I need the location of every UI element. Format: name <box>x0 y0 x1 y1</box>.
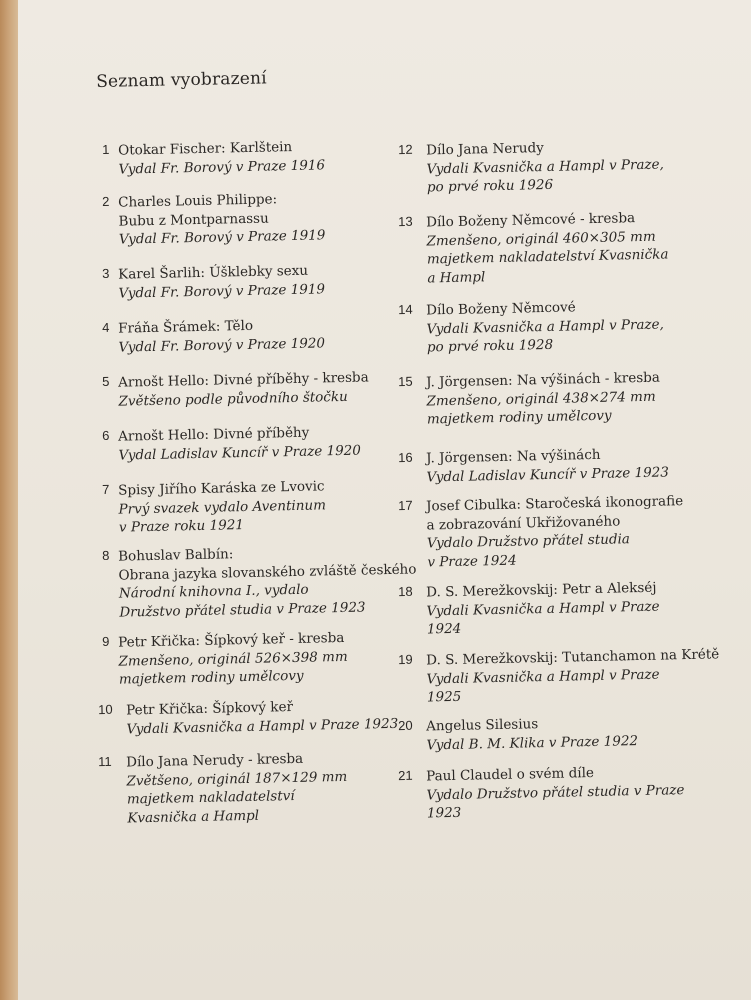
item-text <box>118 476 403 537</box>
publication-line: a Hampl <box>427 268 486 286</box>
item-number: 12 <box>398 141 413 158</box>
list-item <box>102 628 403 690</box>
publication-line: Zvětšeno podle původního štočku <box>118 388 348 410</box>
publication-line: Vydali Kvasnička a Hampl v Praze <box>426 666 660 687</box>
item-number: 1 <box>102 141 110 157</box>
item-number: 19 <box>398 651 413 668</box>
list-item <box>398 492 703 572</box>
publication-line: v Praze 1924 <box>427 552 517 570</box>
item-text <box>426 296 703 357</box>
publication-line: Vydali Kvasnička a Hampl v Praze, <box>426 156 665 177</box>
item-text <box>126 696 403 739</box>
publication-line: Vydal Fr. Borový v Praze 1920 <box>118 334 326 356</box>
title-line: a zobrazování Ukřižovaného <box>426 512 621 533</box>
title-line: Dílo Jana Nerudy - kresba <box>126 750 304 771</box>
title-line: Otokar Fischer: Karlštein <box>118 139 293 159</box>
list-item <box>98 696 403 739</box>
publication-line: Vydali Kvasnička a Hampl v Praze <box>426 598 660 619</box>
item-number: 17 <box>398 497 413 514</box>
list-item <box>398 296 703 358</box>
item-text <box>118 136 403 179</box>
publication-line: majetkem nakladatelství <box>126 787 295 808</box>
publication-line: Vydal Fr. Borový v Praze 1919 <box>118 280 326 302</box>
list-item <box>398 578 703 640</box>
publication-line: Kvasnička a Hampl <box>127 807 260 826</box>
title-line: Dílo Boženy Němcové <box>426 299 576 319</box>
publication-line: majetkem rodiny umělcovy <box>426 407 612 428</box>
item-text <box>426 136 703 197</box>
item-text <box>426 208 703 288</box>
item-text <box>426 712 703 755</box>
item-number: 13 <box>398 213 413 230</box>
list-item <box>398 712 703 755</box>
title-line: D. S. Merežkovskij: Petr a Alekséj <box>426 579 657 601</box>
item-text <box>118 368 403 411</box>
list-item <box>102 476 403 538</box>
title-line: J. Jörgensen: Na výšinách - kresba <box>426 369 661 391</box>
publication-line: Zmenšeno, originál 460×305 mm <box>426 228 656 249</box>
item-number: 18 <box>398 583 413 600</box>
title-line: Fráňa Šrámek: Tělo <box>118 317 254 337</box>
list-item <box>102 260 403 303</box>
publication-line: 1924 <box>426 620 462 638</box>
list-item <box>398 444 703 487</box>
item-number: 7 <box>102 481 110 497</box>
title-line: Paul Claudel o svém díle <box>426 764 595 785</box>
item-number: 20 <box>398 717 413 734</box>
item-number: 5 <box>102 373 110 389</box>
item-text <box>426 492 703 572</box>
publication-line: Vydal Ladislav Kuncíř v Praze 1923 <box>426 463 670 485</box>
title-line: Bubu z Montparnassu <box>118 210 269 230</box>
title-line: D. S. Merežkovskij: Tutanchamon na Krétě <box>426 646 720 669</box>
item-text <box>426 578 703 639</box>
page-title: Seznam vyobrazení <box>96 68 268 92</box>
item-text <box>426 762 703 823</box>
title-line: Josef Cibulka: Staročeská ikonografie <box>426 493 684 515</box>
title-line: Karel Šarlih: Úšklebky sexu <box>118 262 309 283</box>
item-text <box>126 748 403 828</box>
publication-line: Vydalo Družstvo přátel studia <box>426 531 631 552</box>
list-item <box>102 422 403 465</box>
publication-line: Zmenšeno, originál 438×274 mm <box>426 388 656 409</box>
book-spine-edge <box>0 0 18 1000</box>
title-line: Dílo Jana Nerudy <box>426 140 544 159</box>
title-line: Dílo Boženy Němcové - kresba <box>426 210 636 231</box>
title-line: Arnošt Hello: Divné příběhy - kresba <box>118 369 369 391</box>
list-item <box>102 314 403 357</box>
title-line: Angelus Silesius <box>426 716 539 735</box>
list-item <box>398 762 703 824</box>
publication-line: Vydalo Družstvo přátel studia v Praze <box>426 781 685 803</box>
list-item <box>102 188 403 250</box>
publication-line: Zmenšeno, originál 526×398 mm <box>118 648 348 670</box>
publication-line: Prvý svazek vydalo Aventinum <box>118 496 327 518</box>
list-item <box>398 208 703 288</box>
title-line: J. Jörgensen: Na výšinách <box>426 446 601 467</box>
item-number: 11 <box>98 753 112 770</box>
item-number: 15 <box>398 373 413 390</box>
publication-line: Vydal Fr. Borový v Praze 1919 <box>118 227 326 248</box>
publication-line: v Praze roku 1921 <box>118 517 245 536</box>
publication-line: Vydali Kvasnička a Hampl v Praze 1923 <box>126 715 399 737</box>
item-number: 14 <box>398 301 413 318</box>
title-line: Petr Křička: Šípkový keř - kresba <box>118 629 345 651</box>
list-item <box>102 136 403 179</box>
publication-line: Družstvo přátel studia v Praze 1923 <box>119 598 366 621</box>
title-line: Charles Louis Philippe: <box>118 191 278 211</box>
item-text <box>118 188 403 249</box>
item-number: 8 <box>102 547 110 563</box>
item-text <box>426 646 720 707</box>
book-page <box>18 0 751 1000</box>
publication-line: po prvé roku 1926 <box>426 176 554 196</box>
item-text <box>426 444 703 487</box>
item-number: 16 <box>398 449 413 466</box>
item-number: 10 <box>98 701 113 718</box>
publication-line: Vydali Kvasnička a Hampl v Praze, <box>426 316 665 337</box>
publication-line: 1925 <box>426 688 462 706</box>
list-item <box>398 136 703 198</box>
publication-line: Zvětšeno, originál 187×129 mm <box>126 768 348 789</box>
publication-line: 1923 <box>426 804 462 822</box>
publication-line: Vydal Ladislav Kuncíř v Praze 1920 <box>118 442 362 464</box>
list-item <box>98 748 403 828</box>
item-number: 4 <box>102 319 110 335</box>
item-number: 9 <box>102 633 110 649</box>
item-number: 3 <box>102 265 110 281</box>
title-line: Arnošt Hello: Divné příběhy <box>118 424 310 445</box>
title-line: Spisy Jiřího Karáska ze Lvovic <box>118 478 325 499</box>
title-line: Bohuslav Balbín: <box>118 546 234 565</box>
item-text <box>118 314 403 357</box>
publication-line: majetkem rodiny umělcovy <box>118 667 304 688</box>
item-text <box>118 260 403 303</box>
title-line: Petr Křička: Šípkový keř <box>126 699 294 719</box>
item-text <box>426 368 703 429</box>
item-text <box>118 628 403 689</box>
publication-line: Národní knihovna I., vydalo <box>118 581 309 602</box>
publication-line: Vydal B. M. Klika v Praze 1922 <box>426 732 639 753</box>
publication-line: majetkem nakladatelství Kvasnička <box>426 246 669 268</box>
publication-line: Vydal Fr. Borový v Praze 1916 <box>118 156 326 178</box>
item-text <box>118 422 403 465</box>
list-item <box>398 368 703 430</box>
list-item <box>398 646 720 708</box>
title-line: Obrana jazyka slovanského zvláště českého <box>118 560 417 584</box>
list-item <box>102 368 403 411</box>
item-number: 21 <box>398 767 413 784</box>
item-number: 2 <box>102 193 110 209</box>
item-number: 6 <box>102 427 110 443</box>
publication-line: po prvé roku 1928 <box>426 336 554 356</box>
